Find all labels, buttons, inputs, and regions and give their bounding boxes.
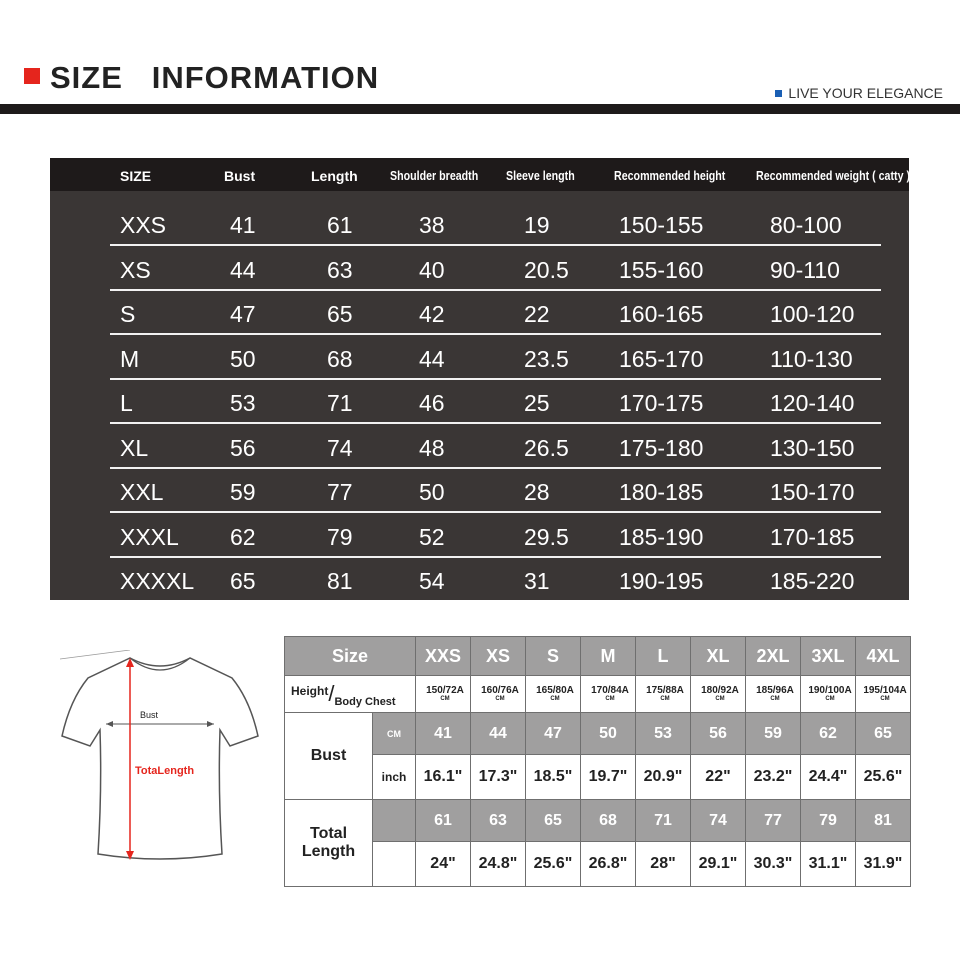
size-header-cell: XXS bbox=[416, 637, 471, 676]
height-chest-cell bbox=[636, 676, 691, 713]
size-cell: 47 bbox=[230, 301, 256, 327]
size-cell: 81 bbox=[327, 568, 353, 594]
size-cell: 61 bbox=[327, 212, 353, 238]
height-chest-cell bbox=[691, 676, 746, 713]
height-chest-value: 175/88A bbox=[646, 684, 684, 696]
size-cell: 170-185 bbox=[770, 523, 855, 550]
height-chest-cell bbox=[581, 676, 636, 713]
size-cell: 48 bbox=[419, 434, 445, 461]
size-cell: 185-220 bbox=[770, 568, 855, 594]
height-chest-value: 195/104A bbox=[863, 684, 907, 696]
size-header-cell: S bbox=[526, 637, 581, 676]
bust-cm-cell: 44 bbox=[471, 713, 526, 755]
size-cell: 130-150 bbox=[770, 434, 855, 461]
size-cell: XXS bbox=[120, 212, 167, 238]
size-row bbox=[50, 469, 909, 513]
size-cell: 52 bbox=[419, 523, 445, 550]
size-cell: L bbox=[120, 390, 133, 416]
size-header-cell: M bbox=[581, 637, 636, 676]
table-row bbox=[285, 713, 911, 755]
size-cell: 56 bbox=[230, 434, 256, 461]
size-cell: 42 bbox=[419, 301, 445, 327]
size-row bbox=[50, 425, 909, 469]
tagline-text: LIVE YOUR ELEGANCE bbox=[788, 85, 943, 101]
bust-inch-cell: 25.6" bbox=[856, 755, 911, 800]
size-cell: 40 bbox=[419, 256, 445, 283]
size-cell: 65 bbox=[230, 568, 256, 594]
height-chest-cell bbox=[856, 676, 911, 713]
header-rule bbox=[0, 104, 960, 114]
size-cell: 190-195 bbox=[619, 568, 704, 594]
bust-cm-cell: 50 bbox=[581, 713, 636, 755]
size-cell: 90-110 bbox=[770, 256, 840, 283]
size-header-cell: 2XL bbox=[746, 637, 801, 676]
measurement-table bbox=[284, 636, 911, 887]
col-header-height: Recommended height bbox=[614, 168, 726, 183]
size-cell: 185-190 bbox=[619, 523, 704, 550]
table-row bbox=[285, 637, 911, 676]
size-cell: 46 bbox=[419, 390, 445, 416]
size-row bbox=[50, 558, 909, 602]
length-cm-cell: 65 bbox=[526, 800, 581, 842]
length-inch-cell: 26.8" bbox=[581, 842, 636, 887]
length-cm-cell: 68 bbox=[581, 800, 636, 842]
tshirt-diagram bbox=[60, 650, 260, 870]
length-cm-cell: 81 bbox=[856, 800, 911, 842]
bust-cm-cell: 59 bbox=[746, 713, 801, 755]
size-cell: M bbox=[120, 345, 140, 372]
size-cell: 180-185 bbox=[619, 479, 704, 505]
size-row bbox=[50, 291, 909, 335]
bust-cm-cell: 41 bbox=[416, 713, 471, 755]
tshirt-icon bbox=[60, 650, 260, 870]
size-cell: XXXL bbox=[120, 523, 179, 550]
cm-unit-small: CM bbox=[770, 695, 780, 702]
length-inch-cell: 30.3" bbox=[746, 842, 801, 887]
height-chest-value: 180/92A bbox=[701, 684, 739, 696]
size-cell: 165-170 bbox=[619, 345, 704, 372]
length-inch-cell: 31.1" bbox=[801, 842, 856, 887]
bust-inch-cell: 16.1" bbox=[416, 755, 471, 800]
size-cell: 20.5 bbox=[524, 256, 569, 283]
diagram-bust-label: Bust bbox=[140, 710, 159, 720]
total-length-line2: Length bbox=[301, 843, 356, 860]
size-cell: 65 bbox=[327, 301, 353, 327]
bust-inch-cell: 24.4" bbox=[801, 755, 856, 800]
bust-inch-cell: 22" bbox=[691, 755, 746, 800]
size-cell: 53 bbox=[230, 390, 256, 416]
size-cell: 50 bbox=[419, 479, 445, 505]
size-row bbox=[50, 247, 909, 291]
bust-cm-cell: 65 bbox=[856, 713, 911, 755]
size-row bbox=[50, 514, 909, 558]
bust-inch-cell: 17.3" bbox=[471, 755, 526, 800]
size-cell: 68 bbox=[327, 345, 353, 372]
cm-unit-small: CM bbox=[605, 695, 615, 702]
height-chest-cell bbox=[746, 676, 801, 713]
tagline-marker bbox=[775, 90, 782, 97]
size-cell: 25 bbox=[524, 390, 550, 416]
height-chest-label bbox=[285, 676, 416, 713]
size-header-cell: 4XL bbox=[856, 637, 911, 676]
page-title: SIZE INFORMATION bbox=[50, 60, 380, 95]
bust-inch-unit: inch bbox=[373, 755, 416, 800]
size-header-label: Size bbox=[285, 637, 416, 676]
height-chest-value: 190/100A bbox=[808, 684, 852, 696]
length-cm-cell: 74 bbox=[691, 800, 746, 842]
size-header-cell: 3XL bbox=[801, 637, 856, 676]
size-cell: 59 bbox=[230, 479, 256, 505]
size-cell: 38 bbox=[419, 212, 445, 238]
diagram-length-label: TotaLength bbox=[135, 765, 195, 777]
table-row bbox=[285, 842, 911, 887]
size-cell: 79 bbox=[327, 523, 353, 550]
size-cell: 100-120 bbox=[770, 301, 855, 327]
bust-cm-unit: CM bbox=[373, 713, 416, 755]
size-chart-header bbox=[50, 158, 909, 191]
cm-unit-small: CM bbox=[660, 695, 670, 702]
size-row bbox=[50, 202, 909, 246]
height-chest-value: 160/76A bbox=[481, 684, 519, 696]
bust-inch-cell: 18.5" bbox=[526, 755, 581, 800]
size-cell: S bbox=[120, 301, 136, 327]
length-cm-cell: 61 bbox=[416, 800, 471, 842]
length-inch-cell: 29.1" bbox=[691, 842, 746, 887]
height-chest-value: 150/72A bbox=[426, 684, 464, 696]
size-cell: 74 bbox=[327, 434, 353, 461]
length-inch-cell: 31.9" bbox=[856, 842, 911, 887]
cm-unit-small: CM bbox=[495, 695, 505, 702]
bust-cm-cell: 47 bbox=[526, 713, 581, 755]
total-length-line1: Total bbox=[309, 825, 348, 842]
height-label: Height bbox=[291, 683, 329, 698]
size-header-cell: L bbox=[636, 637, 691, 676]
size-cell: XXL bbox=[120, 479, 164, 505]
height-chest-cell bbox=[526, 676, 581, 713]
table-row bbox=[285, 755, 911, 800]
size-cell: 44 bbox=[419, 345, 445, 372]
col-header-bust: Bust bbox=[224, 168, 256, 184]
measurement-table-body bbox=[285, 637, 911, 887]
length-cm-cell: 63 bbox=[471, 800, 526, 842]
size-cell: XXXXL bbox=[120, 568, 195, 594]
size-cell: 28 bbox=[524, 479, 550, 505]
size-cell: 80-100 bbox=[770, 212, 842, 238]
length-cm-cell: 79 bbox=[801, 800, 856, 842]
cm-unit-small: CM bbox=[715, 695, 725, 702]
size-cell: 160-165 bbox=[619, 301, 704, 327]
size-cell: 31 bbox=[524, 568, 550, 594]
size-cell: 26.5 bbox=[524, 434, 569, 461]
size-cell: 50 bbox=[230, 345, 256, 372]
cm-unit-small: CM bbox=[550, 695, 560, 702]
body-chest-label: Body Chest bbox=[334, 695, 396, 708]
height-chest-value: 165/80A bbox=[536, 684, 574, 696]
size-cell: XL bbox=[120, 434, 149, 461]
col-header-sleeve: Sleeve length bbox=[506, 168, 575, 183]
slash-glyph: / bbox=[328, 680, 335, 706]
page-header bbox=[0, 0, 960, 120]
height-chest-cell bbox=[416, 676, 471, 713]
size-cell: 41 bbox=[230, 212, 256, 238]
tagline bbox=[775, 85, 943, 101]
size-cell: XS bbox=[120, 256, 151, 283]
size-cell: 77 bbox=[327, 479, 353, 505]
height-chest-value: 185/96A bbox=[756, 684, 794, 696]
col-header-length: Length bbox=[311, 168, 358, 184]
length-inch-unit bbox=[373, 842, 416, 887]
size-cell: 120-140 bbox=[770, 390, 855, 416]
size-cell: 150-170 bbox=[770, 479, 855, 505]
col-header-weight: Recommended weight ( catty ) bbox=[756, 168, 911, 183]
size-cell: 22 bbox=[524, 301, 550, 327]
size-cell: 63 bbox=[327, 256, 353, 283]
size-chart-table bbox=[50, 158, 909, 600]
size-cell: 44 bbox=[230, 256, 256, 283]
size-cell: 29.5 bbox=[524, 523, 569, 550]
size-cell: 155-160 bbox=[619, 256, 704, 283]
size-cell: 19 bbox=[524, 212, 550, 238]
length-cm-unit bbox=[373, 800, 416, 842]
bust-inch-cell: 20.9" bbox=[636, 755, 691, 800]
height-chest-cell bbox=[471, 676, 526, 713]
length-inch-cell: 24.8" bbox=[471, 842, 526, 887]
size-cell: 150-155 bbox=[619, 212, 704, 238]
length-inch-cell: 25.6" bbox=[526, 842, 581, 887]
bust-inch-cell: 19.7" bbox=[581, 755, 636, 800]
bust-label: Bust bbox=[285, 713, 373, 800]
size-header-cell: XL bbox=[691, 637, 746, 676]
col-header-size: SIZE bbox=[120, 168, 152, 184]
height-chest-cell bbox=[801, 676, 856, 713]
bust-cm-cell: 56 bbox=[691, 713, 746, 755]
bust-cm-cell: 62 bbox=[801, 713, 856, 755]
length-cm-cell: 71 bbox=[636, 800, 691, 842]
size-cell: 23.5 bbox=[524, 345, 569, 372]
bust-inch-cell: 23.2" bbox=[746, 755, 801, 800]
size-cell: 170-175 bbox=[619, 390, 704, 416]
height-chest-value: 170/84A bbox=[591, 684, 629, 696]
size-cell: 175-180 bbox=[619, 434, 704, 461]
length-inch-cell: 24" bbox=[416, 842, 471, 887]
size-row bbox=[50, 380, 909, 424]
cm-unit-small: CM bbox=[825, 695, 835, 702]
size-cell: 54 bbox=[419, 568, 445, 594]
table-row bbox=[285, 800, 911, 842]
cm-unit-small: CM bbox=[880, 695, 890, 702]
size-cell: 71 bbox=[327, 390, 353, 416]
cm-unit-small: CM bbox=[440, 695, 450, 702]
title-marker bbox=[24, 68, 40, 84]
length-inch-cell: 28" bbox=[636, 842, 691, 887]
size-row bbox=[50, 336, 909, 380]
length-cm-cell: 77 bbox=[746, 800, 801, 842]
table-row bbox=[285, 676, 911, 713]
size-cell: 62 bbox=[230, 523, 256, 550]
total-length-label bbox=[285, 800, 373, 887]
bust-cm-cell: 53 bbox=[636, 713, 691, 755]
size-header-cell: XS bbox=[471, 637, 526, 676]
col-header-shoulder: Shoulder breadth bbox=[390, 168, 479, 183]
size-cell: 110-130 bbox=[770, 345, 853, 372]
